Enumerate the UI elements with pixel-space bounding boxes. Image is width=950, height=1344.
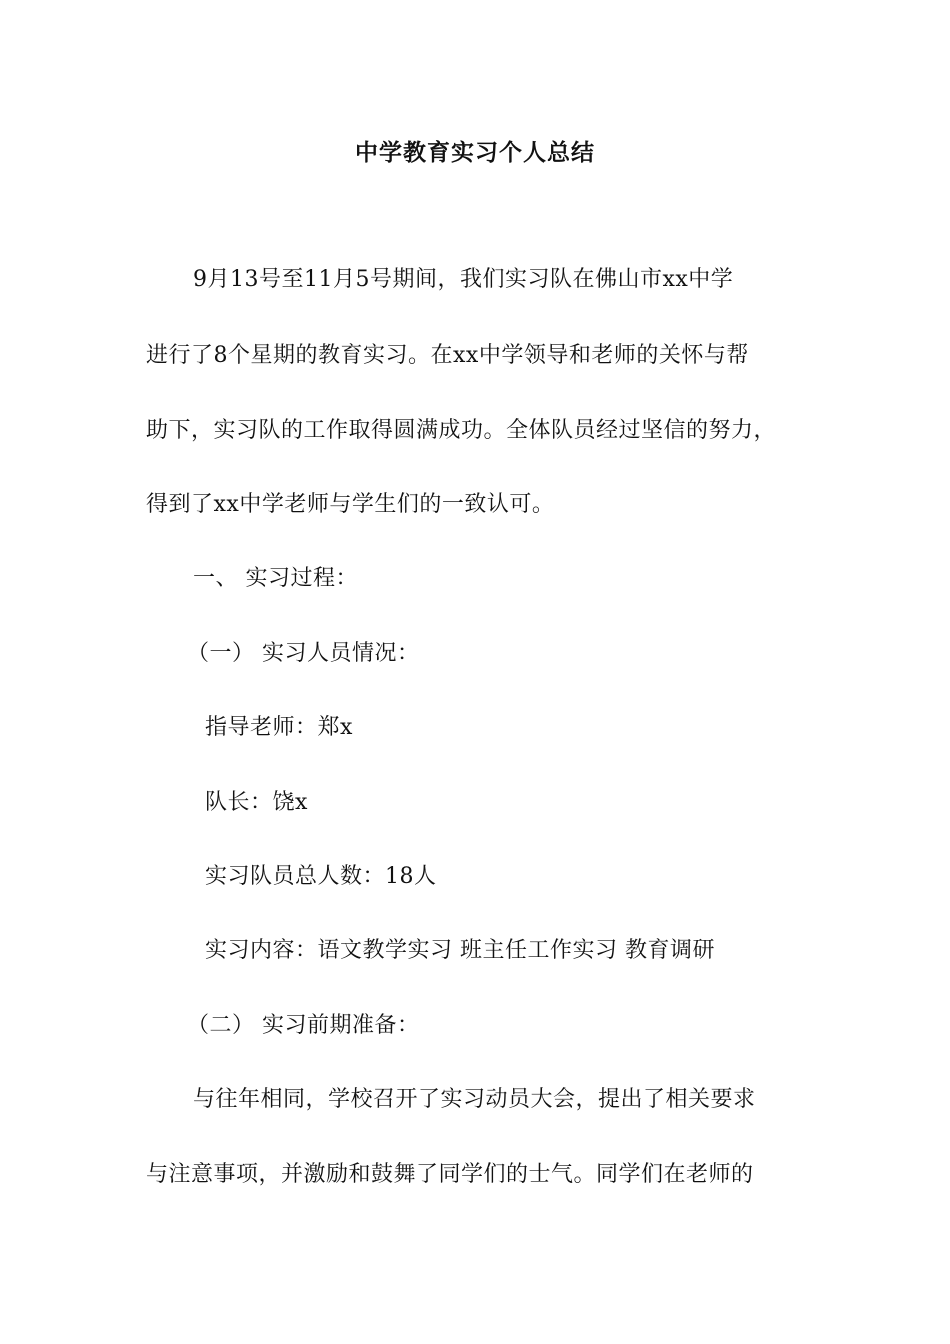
document-title: 中学教育实习个人总结: [355, 139, 595, 166]
paragraph-line-6: 与注意事项，并激励和鼓舞了同学们的士气。同学们在老师的: [146, 1162, 754, 1187]
section-heading-1: 一、 实习过程：: [193, 566, 358, 591]
paragraph-line-2: 进行了8个星期的教育实习。在xx中学领导和老师的关怀与帮: [146, 343, 749, 368]
info-line-content: 实习内容：语文教学实习 班主任工作实习 教育调研: [205, 938, 715, 963]
info-line-leader: 队长：饶x: [205, 790, 308, 815]
paragraph-line-5: 与往年相同，学校召开了实习动员大会，提出了相关要求: [193, 1087, 756, 1112]
paragraph-line-3: 助下，实习队的工作取得圆满成功。全体队员经过坚信的努力，: [146, 418, 777, 443]
info-line-member-count: 实习队员总人数：18人: [205, 864, 437, 889]
info-line-advisor: 指导老师：郑x: [205, 715, 353, 740]
subsection-heading-1: （一） 实习人员情况：: [187, 641, 420, 666]
paragraph-line-4: 得到了xx中学老师与学生们的一致认可。: [146, 492, 555, 517]
subsection-heading-2: （二） 实习前期准备：: [187, 1013, 420, 1038]
paragraph-line-1: 9月13号至11月5号期间，我们实习队在佛山市xx中学: [193, 267, 734, 292]
